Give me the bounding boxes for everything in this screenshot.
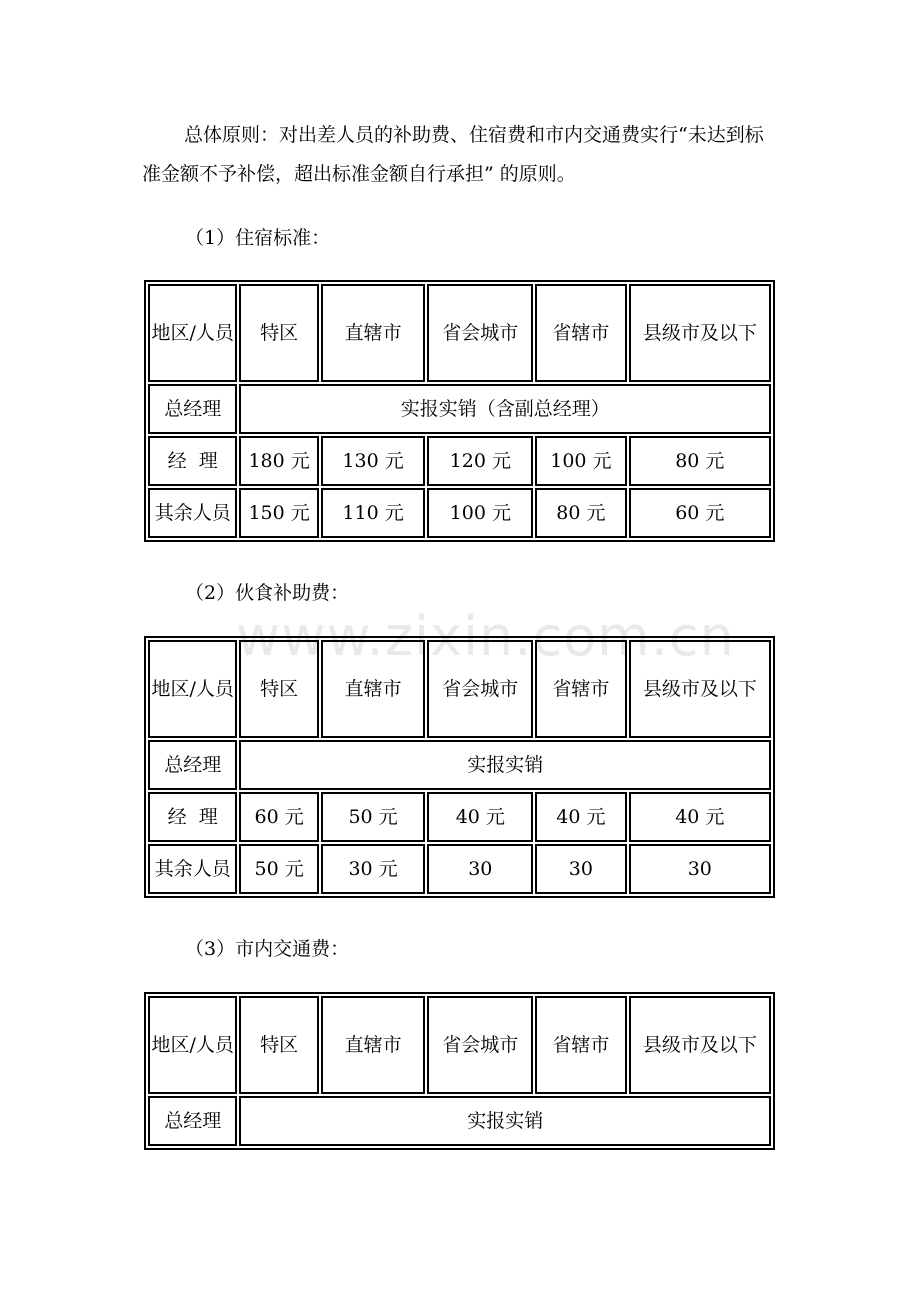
table-row [148,1096,771,1146]
merged-cell: 实报实销 [239,740,771,790]
row-label: 其余人员 [148,488,237,538]
header-cell: 县级市及以下 [629,284,771,382]
table-cell: 60 元 [629,488,771,538]
section-heading-lodging: （1）住宿标准： [185,227,331,249]
table-row [148,436,771,486]
header-cell: 特区 [239,284,318,382]
table-cell: 40 元 [535,792,626,842]
header-cell: 直辖市 [321,284,426,382]
row-label: 其余人员 [148,844,237,894]
section-heading-transport: （3）市内交通费： [185,938,350,960]
table-row [148,384,771,434]
table-cell: 80 元 [535,488,626,538]
intro-paragraph: 总体原则：对出差人员的补助费、住宿费和市内交通费实行“未达到标准金额不予补偿，超出标准金额自行承担” 的原则。 [142,124,764,185]
table-cell: 80 元 [629,436,771,486]
merged-cell: 实报实销（含副总经理） [239,384,771,434]
table-cell: 100 元 [535,436,626,486]
row-label: 经 理 [148,436,237,486]
table-header-row [148,640,771,738]
table-cell: 110 元 [321,488,426,538]
table-cell: 40 元 [427,792,533,842]
row-label: 总经理 [148,740,237,790]
table-cell: 30 [535,844,626,894]
table-cell: 50 元 [239,844,318,894]
header-corner: 地区/人员 [148,996,237,1094]
table-row [148,740,771,790]
table-cell: 30 [629,844,771,894]
header-cell: 省辖市 [535,640,626,738]
table-header-row [148,996,771,1094]
transport-table [144,992,775,1150]
watermark: www.zixin.com.cn [236,605,735,668]
lodging-table [144,280,775,542]
header-cell: 直辖市 [321,996,426,1094]
header-cell: 省会城市 [427,284,533,382]
header-cell: 省会城市 [427,996,533,1094]
table-cell: 150 元 [239,488,318,538]
section-heading-meals: （2）伙食补助费： [185,582,350,604]
header-cell: 省会城市 [427,640,533,738]
table-cell: 30 [427,844,533,894]
header-cell: 直辖市 [321,640,426,738]
header-cell: 特区 [239,996,318,1094]
table-cell: 120 元 [427,436,533,486]
row-label: 总经理 [148,1096,237,1146]
table-row [148,488,771,538]
header-cell: 省辖市 [535,996,626,1094]
table-cell: 100 元 [427,488,533,538]
table-cell: 40 元 [629,792,771,842]
meals-table [144,636,775,898]
table-cell: 130 元 [321,436,426,486]
row-label: 经 理 [148,792,237,842]
header-cell: 县级市及以下 [629,640,771,738]
table-row [148,792,771,842]
table-cell: 30 元 [321,844,426,894]
row-label: 总经理 [148,384,237,434]
table-cell: 50 元 [321,792,426,842]
table-header-row [148,284,771,382]
header-cell: 县级市及以下 [629,996,771,1094]
header-cell: 特区 [239,640,318,738]
header-corner: 地区/人员 [148,640,237,738]
header-cell: 省辖市 [535,284,626,382]
header-corner: 地区/人员 [148,284,237,382]
merged-cell: 实报实销 [239,1096,771,1146]
table-cell: 180 元 [239,436,318,486]
table-row [148,844,771,894]
table-cell: 60 元 [239,792,318,842]
